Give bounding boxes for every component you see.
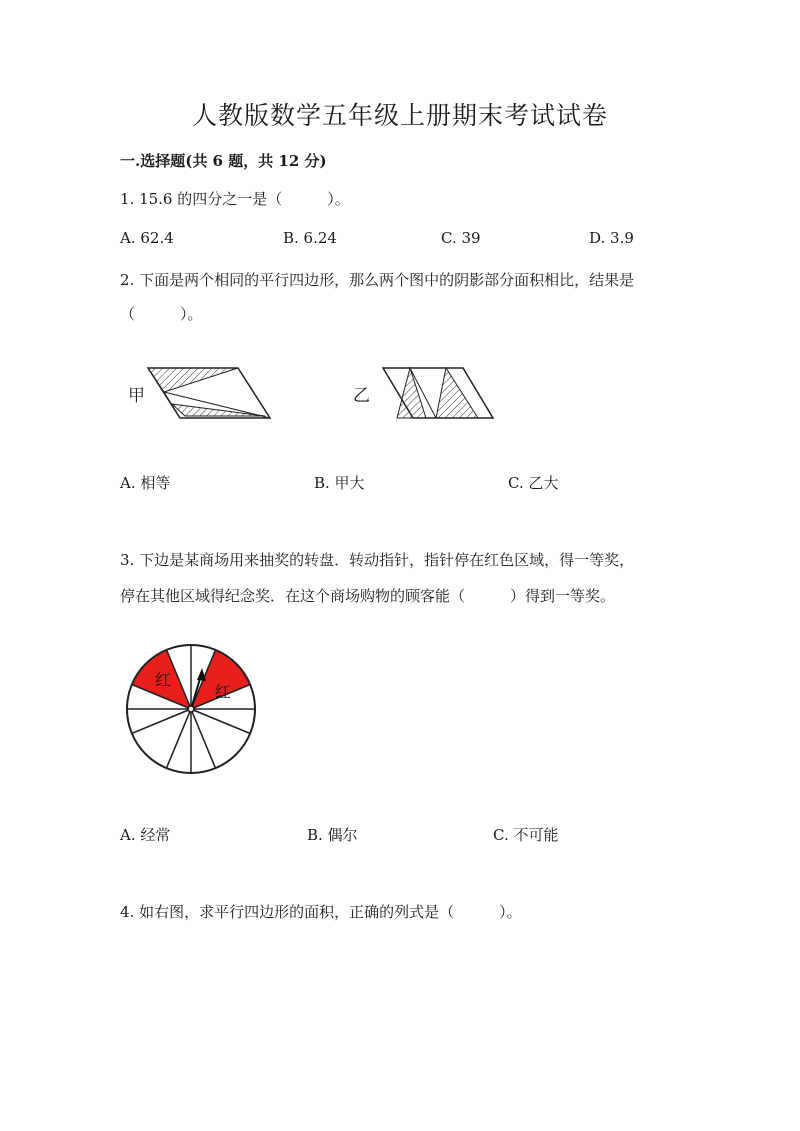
question-3-stem-line1: 3. 下边是某商场用来抽奖的转盘．转动指针，指针停在红色区域，得一等奖， [120,551,635,569]
question-4-stem: 4. 如右图，求平行四边形的面积，正确的列式是（ ）。 [120,903,522,921]
question-1-option-a: A. 62.4 [120,229,174,247]
question-3-option-b: B. 偶尔 [307,826,358,844]
question-3-stem-line2: 停在其他区域得纪念奖．在这个商场购物的顾客能（ ）得到一等奖。 [120,587,616,605]
figure-label-jia: 甲 [128,386,145,406]
question-1-option-b: B. 6.24 [283,229,337,247]
question-2-option-a: A. 相等 [120,474,171,492]
question-3-option-c: C. 不可能 [493,826,559,844]
question-1-option-d: D. 3.9 [589,229,634,247]
question-1-option-c: C. 39 [441,229,481,247]
question-2-stem-line1: 2. 下面是两个相同的平行四边形，那么两个图中的阴影部分面积相比，结果是 [120,271,635,289]
question-2-stem-line2: （ ）。 [120,305,203,323]
question-1-stem: 1. 15.6 的四分之一是（ ）。 [120,190,350,208]
question-3-option-a: A. 经常 [120,826,171,844]
figure-label-yi: 乙 [353,386,370,406]
question-2-option-b: B. 甲大 [314,474,365,492]
spinner-hub [188,706,194,712]
page-title: 人教版数学五年级上册期末考试试卷 [191,101,608,130]
red-label-2: 红 [214,682,231,702]
section-heading: 一.选择题(共 6 题，共 12 分) [120,152,327,170]
red-label-1: 红 [155,670,172,690]
question-2-option-c: C. 乙大 [508,474,559,492]
